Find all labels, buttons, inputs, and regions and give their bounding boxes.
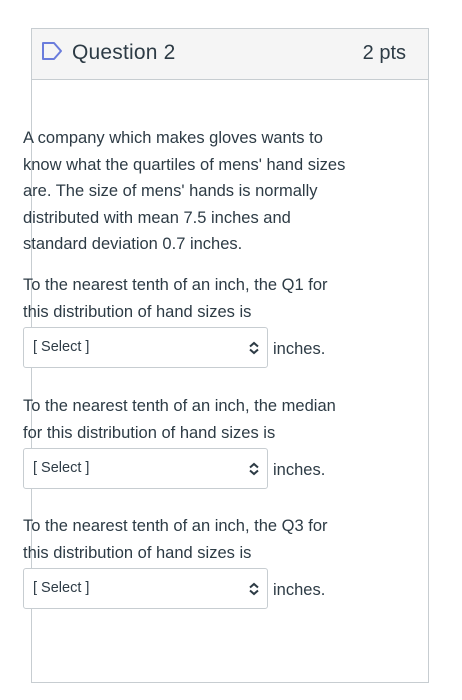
unit-label: inches. (273, 340, 326, 358)
median-answer-select[interactable] (23, 448, 268, 489)
select-value: [ Select ] (33, 460, 90, 476)
q1-answer-select[interactable] (23, 327, 268, 368)
prompt-line: this distribution of hand sizes is (23, 543, 252, 562)
select-value: [ Select ] (33, 339, 90, 355)
prompt-line: To the nearest tenth of an inch, the Q3 for (23, 517, 328, 535)
select-value: [ Select ] (33, 580, 90, 596)
unit-label: inches. (273, 581, 326, 599)
q3-answer-select[interactable] (23, 568, 268, 609)
question-part-q3 (23, 513, 373, 610)
answer-row (23, 568, 373, 610)
prompt-line: To the nearest tenth of an inch, the Q1 for (23, 276, 328, 294)
question-points: 2 pts (362, 42, 406, 64)
chevron-up-down-icon (248, 462, 260, 476)
question-header (32, 29, 428, 80)
chevron-up-down-icon (248, 341, 260, 355)
answer-row (23, 327, 373, 369)
question-part-q1 (23, 272, 373, 369)
intro-line: A company which makes gloves wants to (23, 129, 323, 147)
unit-label: inches. (273, 461, 326, 479)
intro-line: distributed with mean 7.5 inches and (23, 208, 291, 227)
intro-line: are. The size of mens' hands is normally (23, 182, 318, 200)
intro-line: standard deviation 0.7 inches. (23, 235, 243, 253)
chevron-up-down-icon (248, 582, 260, 596)
prompt-line: this distribution of hand sizes is (23, 302, 252, 321)
prompt-line: To the nearest tenth of an inch, the median (23, 397, 336, 415)
answer-row (23, 448, 373, 490)
question-part-median (23, 393, 373, 490)
intro-line: know what the quartiles of mens' hand sizes (23, 155, 346, 174)
prompt-line: for this distribution of hand sizes is (23, 423, 276, 442)
flag-question-icon[interactable] (41, 41, 63, 61)
question-intro (23, 125, 373, 258)
question-title: Question 2 (72, 41, 176, 64)
